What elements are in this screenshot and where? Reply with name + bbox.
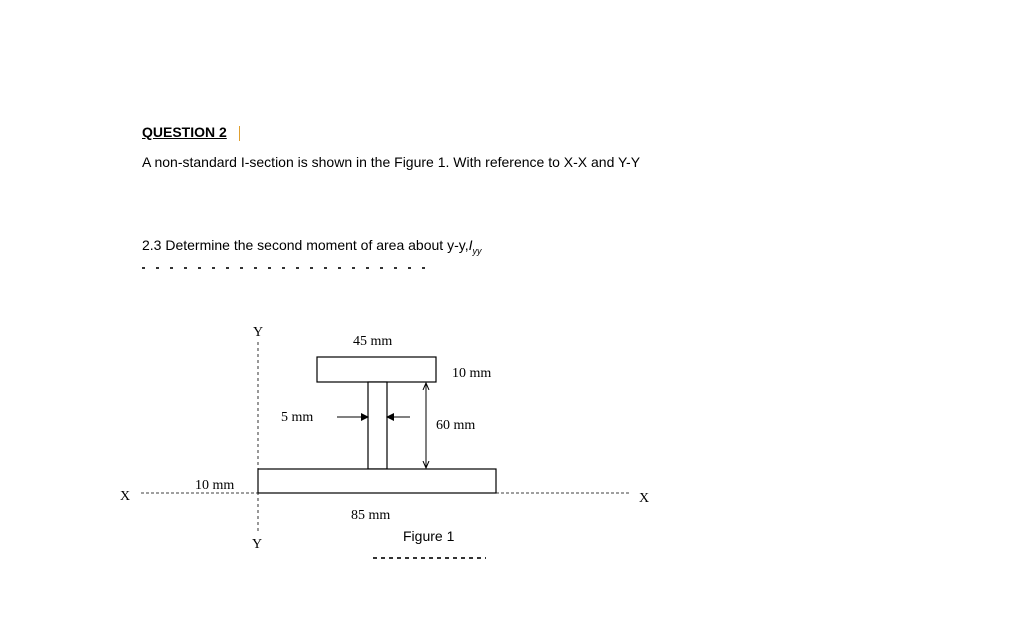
figure-caption: Figure 1 [403,528,455,544]
dim-bottom-flange-width: 85 mm [351,508,391,523]
dim-web-thickness: 5 mm [281,410,314,425]
top-flange [317,357,436,382]
x-axis-label-right: X [639,491,650,506]
web [368,382,387,469]
question-heading: QUESTION 2 [142,124,227,140]
x-axis-label-left: X [120,489,131,504]
y-axis-label-bottom: Y [252,537,263,552]
subquestion-text: 2.3 Determine the second moment of area about y-y, [142,237,469,253]
dim-flange-thickness: 10 mm [452,366,492,381]
dim-bottom-flange-thickness: 10 mm [195,478,235,493]
dim-top-flange-width: 45 mm [353,334,393,349]
moment-symbol: I [468,237,473,253]
bottom-flange [258,469,496,493]
dim-web-height: 60 mm [436,418,476,433]
question-intro: A non-standard I-section is shown in the Figure 1. With reference to X-X and Y-Y [142,154,641,170]
y-axis-label-top: Y [253,325,264,340]
moment-subscript: yy [472,245,482,256]
